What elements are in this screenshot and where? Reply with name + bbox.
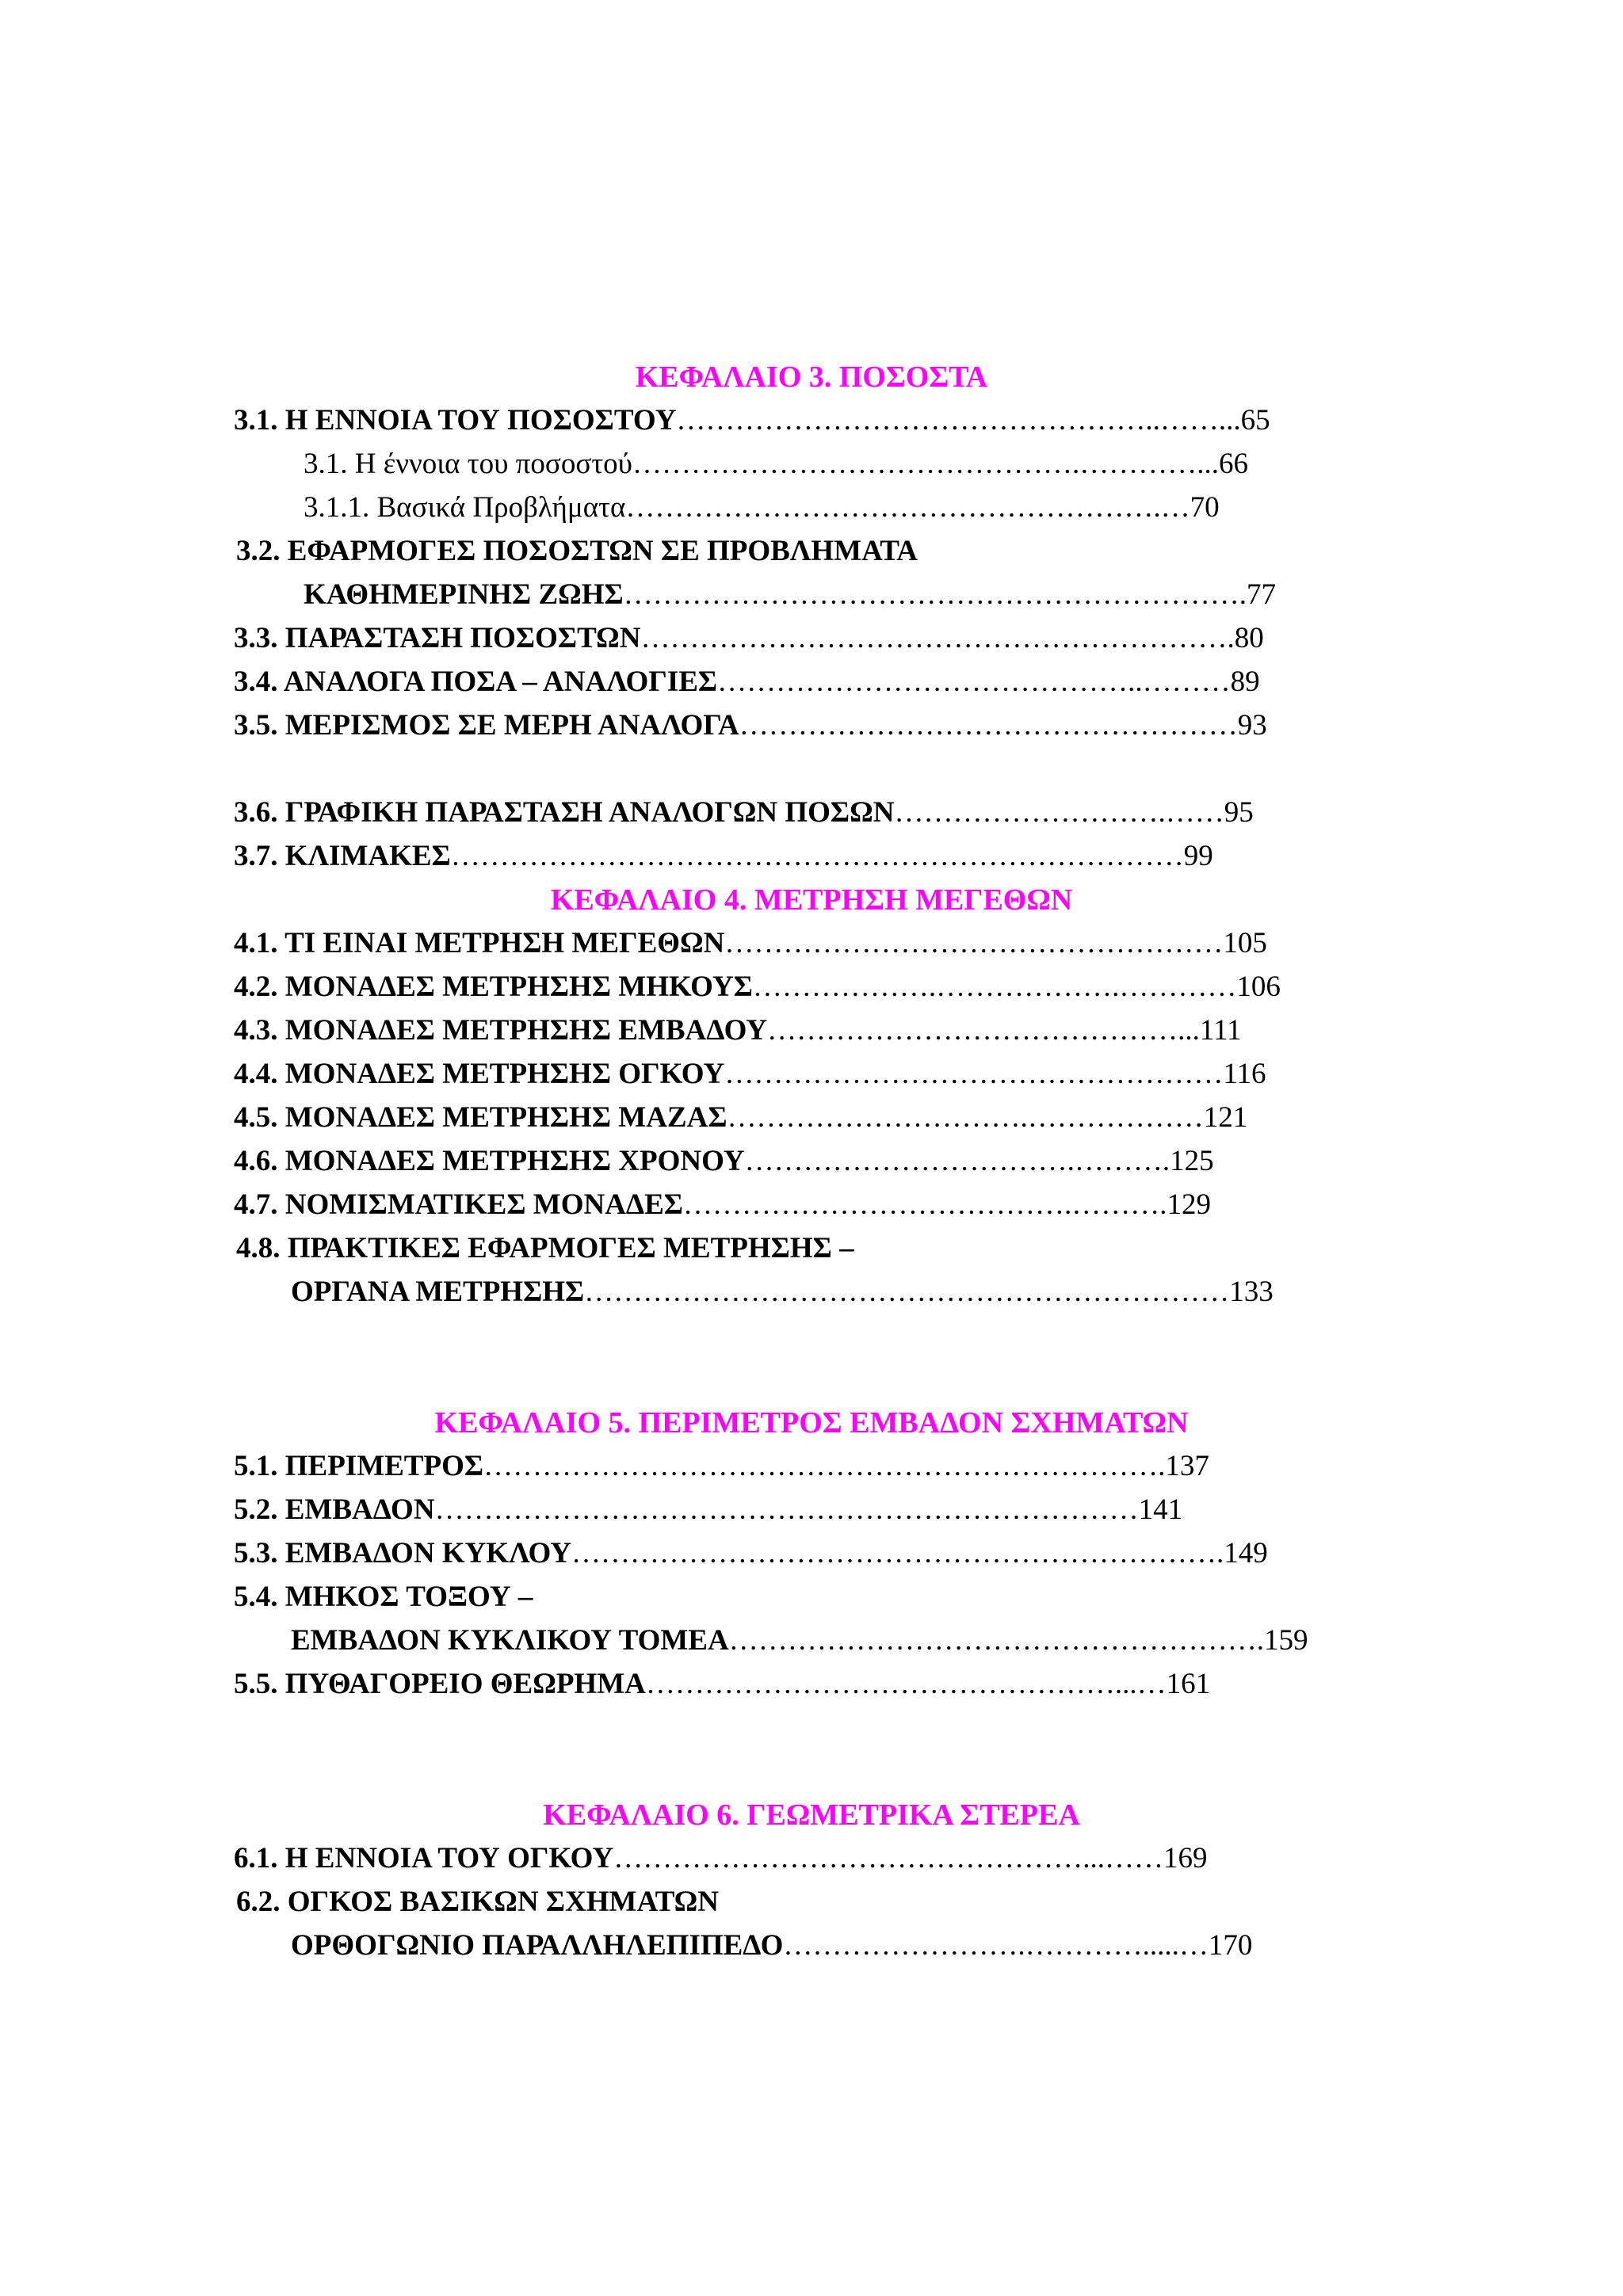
dot-leader: ……………………………………………: [724, 927, 1224, 959]
entry-text: 4.4. ΜΟΝΑΔΕΣ ΜΕΤΡΗΣΗΣ ΟΓΚΟΥ: [234, 1058, 725, 1090]
page-number: 159: [1263, 1624, 1308, 1657]
toc-entry: [234, 1493, 1182, 1527]
entry-text: ΟΡΘΟΓΩΝΙΟ ΠΑΡΑΛΛΗΛΕΠΙΠΕΔΟ: [291, 1929, 784, 1962]
toc-entry: [304, 447, 1248, 482]
entry-text: 4.2. ΜΟΝΑΔΕΣ ΜΕΤΡΗΣΗΣ ΜΗΚΟΥΣ: [234, 971, 753, 1003]
page-number: 80: [1234, 622, 1264, 654]
page-number: 169: [1163, 1842, 1208, 1875]
chapter-title: ΚΕΦΑΛΑΙΟ 3. ΠΟΣΟΣΤΑ: [635, 360, 988, 394]
toc-entry: [236, 534, 918, 569]
dot-leader: ……………………………………….…………...: [632, 448, 1220, 480]
page-number: 116: [1223, 1058, 1266, 1090]
toc-entry: [234, 1580, 533, 1615]
entry-text: 3.1. Η ΕΝΝΟΙΑ ΤΟΥ ΠΟΣΟΣΤΟΥ: [234, 404, 677, 437]
dot-leader: …………………………………………..……...: [676, 404, 1241, 437]
chapter-title: ΚΕΦΑΛΑΙΟ 6. ΓΕΩΜΕΤΡΙΚΑ ΣΤΕΡΕΑ: [543, 1798, 1080, 1832]
page-number: 161: [1166, 1668, 1211, 1700]
toc-entry: [234, 926, 1267, 961]
entry-text: 5.2. ΕΜΒΑΔΟΝ: [234, 1493, 435, 1526]
entry-text: 4.3. ΜΟΝΑΔΕΣ ΜΕΤΡΗΣΗΣ ΕΜΒΑΔΟΥ: [234, 1014, 768, 1047]
entry-text: 3.2. ΕΦΑΡΜΟΓΕΣ ΠΟΣΟΣΤΩΝ ΣΕ ΠΡΟΒΛΗΜΑΤΑ: [236, 535, 918, 567]
toc-entry: [236, 1885, 719, 1920]
entry-text: 3.3. ΠΑΡΑΣΤΑΣΗ ΠΟΣΟΣΤΩΝ: [234, 622, 641, 654]
dot-leader: ……………….……………….…………: [752, 971, 1237, 1003]
page-number: 111: [1199, 1014, 1242, 1047]
toc-entry: [234, 1144, 1214, 1179]
dot-leader: ………………………….………………: [727, 1101, 1204, 1134]
page-number: 77: [1246, 578, 1276, 611]
entry-text: 3.7. ΚΛΙΜΑΚΕΣ: [234, 840, 451, 872]
entry-text: ΕΜΒΑΔΟΝ ΚΥΚΛΙΚΟΥ ΤΟΜΕΑ: [291, 1624, 729, 1657]
entry-text: 5.1. ΠΕΡΙΜΕΤΡΟΣ: [234, 1450, 484, 1482]
page-number: 99: [1183, 840, 1213, 872]
entry-text: 4.1. ΤΙ ΕΙΝΑΙ ΜΕΤΡΗΣΗ ΜΕΓΕΘΩΝ: [234, 927, 725, 959]
dot-leader: ……………………………………………….…: [625, 491, 1190, 524]
entry-text: 3.1. Η έννοια του ποσοστού: [304, 448, 633, 480]
dot-leader: …………………………………………………………………: [450, 840, 1184, 872]
entry-text: 3.5. ΜΕΡΙΣΜΟΣ ΣΕ ΜΕΡΗ ΑΝΑΛΟΓΑ: [234, 709, 739, 742]
page-number: 105: [1223, 927, 1267, 959]
toc-entry: [234, 795, 1254, 830]
dot-leader: …………………………………………...…: [645, 1668, 1167, 1700]
dot-leader: …………………………………………………………….: [483, 1450, 1166, 1482]
dot-leader: …………………………………………………….: [640, 622, 1235, 654]
toc-entry: [234, 621, 1264, 656]
chapter-title: ΚΕΦΑΛΑΙΟ 5. ΠΕΡΙΜΕΤΡΟΣ ΕΜΒΑΔΟΝ ΣΧΗΜΑΤΩΝ: [434, 1406, 1189, 1440]
page-number: 125: [1170, 1145, 1214, 1177]
page-number: 129: [1167, 1188, 1211, 1221]
dot-leader: …………………………….……….: [744, 1145, 1170, 1177]
entry-text: 3.4. ΑΝΑΛΟΓΑ ΠΟΣΑ – ΑΝΑΛΟΓΙΕΣ: [234, 666, 718, 698]
dot-leader: …………………….………….....…: [783, 1929, 1209, 1962]
entry-text: 4.8. ΠΡΑΚΤΙΚΕΣ ΕΦΑΡΜΟΓΕΣ ΜΕΤΡΗΣΗΣ –: [236, 1232, 854, 1264]
dot-leader: ………………………………………………………….: [571, 1537, 1224, 1569]
page-number: 89: [1230, 666, 1260, 698]
toc-entry: [234, 1013, 1242, 1048]
toc-entry: [291, 1928, 1252, 1963]
toc-entry: [234, 1100, 1247, 1135]
toc-entry: [304, 578, 1276, 612]
page-number: 141: [1138, 1493, 1183, 1526]
dot-leader: ……………………………………………….: [728, 1624, 1264, 1657]
entry-text: 5.5. ΠΥΘΑΓΟΡΕΙΟ ΘΕΩΡΗΜΑ: [234, 1668, 646, 1700]
dot-leader: ………………………………………………………………: [434, 1493, 1139, 1526]
page-number: 170: [1208, 1929, 1253, 1962]
page-number: 137: [1165, 1450, 1209, 1482]
dot-leader: ……………………….……: [894, 796, 1224, 829]
entry-text: ΚΑΘΗΜΕΡΙΝΗΣ ΖΩΗΣ: [304, 578, 624, 611]
toc-entry: [234, 403, 1270, 438]
toc-entry: [234, 839, 1213, 874]
entry-text: 4.6. ΜΟΝΑΔΕΣ ΜΕΤΡΗΣΗΣ ΧΡΟΝΟΥ: [234, 1145, 745, 1177]
entry-text: 6.2. ΟΓΚΟΣ ΒΑΣΙΚΩΝ ΣΧΗΜΑΤΩΝ: [236, 1886, 719, 1918]
page-number: 65: [1240, 404, 1270, 437]
entry-text: 4.7. ΝΟΜΙΣΜΑΤΙΚΕΣ ΜΟΝΑΔΕΣ: [234, 1188, 683, 1221]
toc-entry: [234, 1841, 1207, 1876]
page-number: 133: [1229, 1276, 1274, 1308]
toc-entry: [291, 1623, 1308, 1658]
entry-text: 4.5. ΜΟΝΑΔΕΣ ΜΕΤΡΗΣΗΣ ΜΑΖΑΣ: [234, 1101, 727, 1134]
toc-entry: [234, 1449, 1209, 1484]
page-number: 70: [1190, 491, 1220, 524]
entry-text: ΟΡΓΑΝΑ ΜΕΤΡΗΣΗΣ: [291, 1276, 585, 1308]
toc-entry: [236, 1231, 854, 1266]
entry-text: 6.1. Η ΕΝΝΟΙΑ ΤΟΥ ΟΓΚΟΥ: [234, 1842, 614, 1875]
dot-leader: ……………………………………………: [724, 1058, 1224, 1090]
dot-leader: ……………………………………..………: [717, 666, 1231, 698]
entry-text: 5.4. ΜΗΚΟΣ ΤΟΞΟΥ –: [234, 1581, 533, 1613]
toc-entry: [291, 1275, 1274, 1310]
dot-leader: ……………………………………………………….: [623, 578, 1247, 611]
page-number: 106: [1236, 971, 1281, 1003]
chapter-title: ΚΕΦΑΛΑΙΟ 4. ΜΕΤΡΗΣΗ ΜΕΓΕΘΩΝ: [550, 883, 1073, 917]
dot-leader: …………………………………………...……: [613, 1842, 1163, 1875]
dot-leader: ………………………………….……….: [683, 1188, 1167, 1221]
entry-text: 5.3. ΕΜΒΑΔΟΝ ΚΥΚΛΟΥ: [234, 1537, 572, 1569]
page-number: 149: [1224, 1537, 1268, 1569]
page-number: 121: [1203, 1101, 1248, 1134]
toc-entry: [234, 1188, 1211, 1222]
dot-leader: ……………………………………………: [739, 709, 1238, 742]
toc-entry: [234, 970, 1281, 1005]
entry-text: 3.6. ΓΡΑΦΙΚΗ ΠΑΡΑΣΤΑΣΗ ΑΝΑΛΟΓΩΝ ΠΟΣΩΝ: [234, 796, 895, 829]
page-number: 95: [1224, 796, 1254, 829]
toc-entry: [304, 490, 1220, 525]
page-number: 66: [1219, 448, 1249, 480]
toc-entry: [234, 708, 1267, 743]
page-number: 93: [1237, 709, 1267, 742]
toc-entry: [234, 1057, 1266, 1092]
toc-entry: [234, 665, 1260, 700]
dot-leader: …………………………………………………………: [584, 1276, 1230, 1308]
toc-entry: [234, 1536, 1268, 1571]
dot-leader: ……………………………………...: [767, 1014, 1200, 1047]
toc-entry: [234, 1667, 1210, 1702]
entry-text: 3.1.1. Βασικά Προβλήματα: [304, 491, 626, 524]
